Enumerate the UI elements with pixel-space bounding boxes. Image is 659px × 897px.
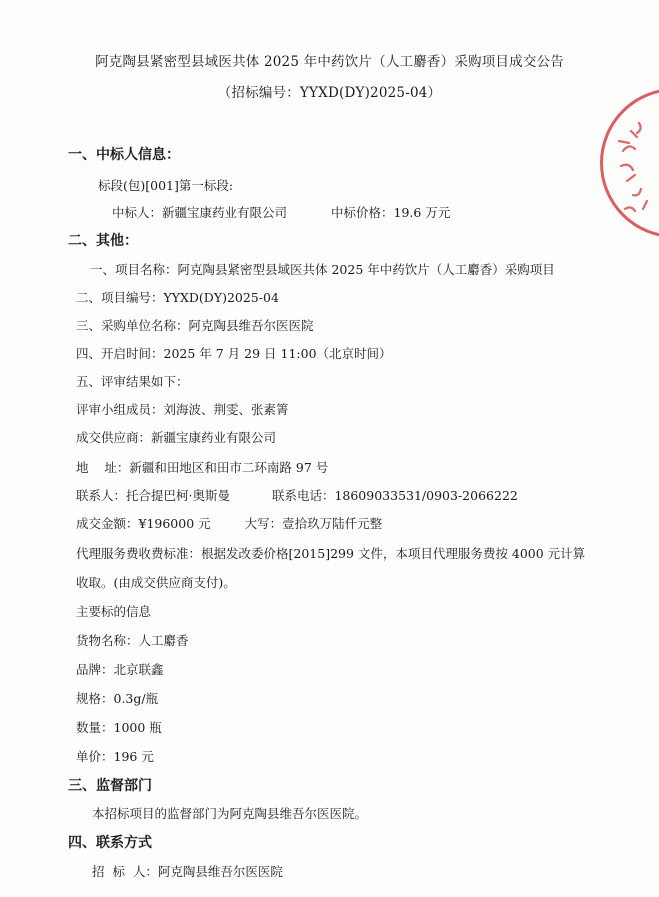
official-seal-icon [600,88,659,238]
contact-phone: 联系电话：18609033531/0903-2066222 [271,488,518,503]
document-title: 阿克陶县紧密型县域医共体 2025 年中药饮片（人工麝香）采购项目成交公告 [95,54,564,70]
fee-line-1: 代理服务费收费标准：根据发改委价格[2015]299 文件，本项目代理服务费按 4000 元计算 [76,546,586,561]
section1-heading: 一、中标人信息： [68,147,180,163]
supervision-text: 本招标项目的监督部门为阿克陶县维吾尔医医院。 [92,806,368,821]
section2-heading: 二、其他： [68,233,138,249]
project-name: 一、项目名称：阿克陶县紧密型县域医共体 2025 年中药饮片（人工麝香）采购项目 [90,262,555,277]
lot-label: 标段(包)[001]第一标段: [98,178,234,193]
amount-row [76,516,382,532]
fee-line-2: 收取。(由成交供应商支付)。 [76,575,236,590]
committee: 评审小组成员：刘海波、荆雯、张素箐 [76,402,289,417]
main-info-heading: 主要标的信息 [76,604,152,619]
review-heading: 五、评审结果如下： [76,374,189,389]
unit-price: 单价：196 元 [76,749,154,764]
price-value: 19.6 万元 [393,205,451,220]
amount-upper: 大写：壹拾玖万陆仟元整 [244,516,383,531]
purchaser: 三、采购单位名称：阿克陶县维吾尔医医院 [76,318,314,333]
address: 地 址：新疆和田地区和田市二环南路 97 号 [76,460,329,475]
open-time: 四、开启时间：2025 年 7 月 29 日 11:00（北京时间） [76,346,392,361]
project-number: 二、项目编号：YYXD(DY)2025-04 [76,290,279,305]
winner-row [112,205,450,221]
spec: 规格：0.3g/瓶 [76,691,159,706]
tender-number: （招标编号：YYXD(DY)2025-04） [217,85,442,101]
contact-row [76,488,518,504]
brand: 品牌：北京联鑫 [76,662,164,677]
goods-name: 货物名称：人工麝香 [76,633,189,648]
price-label: 中标价格： [331,205,394,220]
winner-label: 中标人： [112,205,163,220]
tenderer: 招 标 人：阿克陶县维吾尔医医院 [92,864,283,879]
amount: 成交金额：¥196000 元 [76,516,211,531]
contact-person: 联系人：托合提巴柯·奥斯曼 [76,488,230,503]
supplier: 成交供应商：新疆宝康药业有限公司 [76,430,277,445]
winner-value: 新疆宝康药业有限公司 [162,205,288,220]
section4-heading: 四、联系方式 [68,835,152,851]
section3-heading: 三、监督部门 [68,778,152,794]
quantity: 数量：1000 瓶 [76,720,162,735]
